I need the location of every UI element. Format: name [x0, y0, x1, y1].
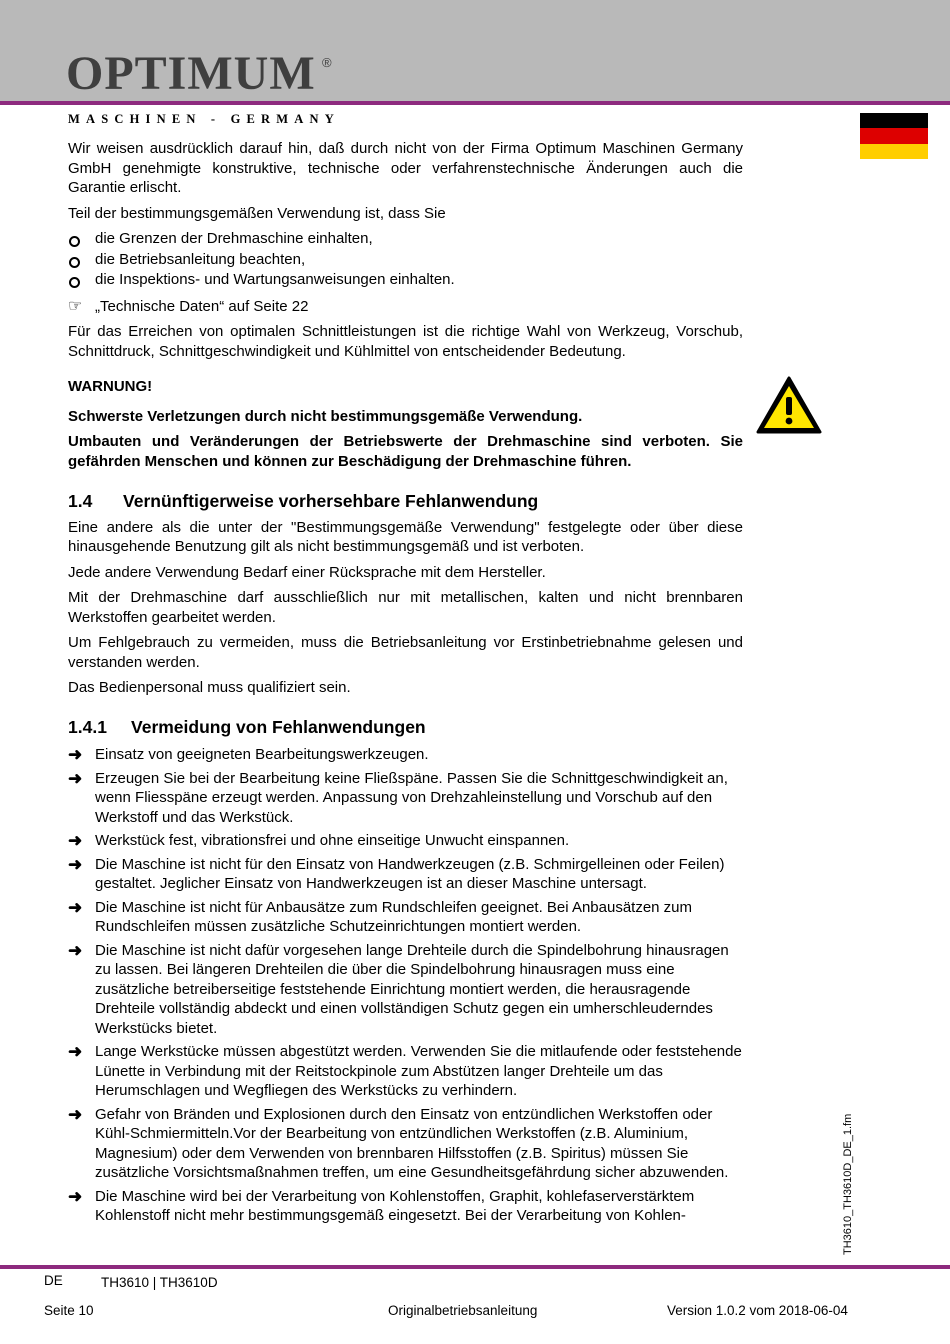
list-item: ➜ Werkstück fest, vibrationsfrei und ohne einseitige Unwucht einspannen.	[68, 831, 570, 850]
footer-document-title: Originalbetriebsanleitung	[388, 1303, 538, 1318]
cutting-performance-paragraph: Für das Erreichen von optimalen Schnittleistungen ist die richtige Wahl von Werkzeug, Vorschub, Schnittdruck, Schnittgeschwindigkeit und Kühlmittel von entscheidender Bedeutung.	[68, 323, 743, 360]
optimum-logo: OPTIMUM	[66, 47, 316, 100]
subsection-title: Vermeidung von Fehlanwendungen	[131, 716, 426, 737]
file-name-label: TH3610_TH3610D_DE_1.fm	[842, 1113, 854, 1255]
arrow-right-icon: ➜	[68, 745, 83, 764]
registered-mark: ®	[322, 55, 332, 70]
section-heading	[68, 492, 743, 512]
footer-rule	[0, 1265, 950, 1269]
arrow-right-icon: ➜	[68, 854, 83, 874]
arrow-right-icon: ➜	[68, 1186, 83, 1206]
arrow-right-icon: ➜	[68, 1042, 83, 1061]
logo-tagline: MASCHINEN - GERMANY	[68, 112, 340, 126]
cross-reference[interactable]	[68, 297, 743, 317]
header-rule	[0, 101, 950, 105]
footer-page-number: Seite 10	[44, 1303, 94, 1318]
misuse-prevention-list	[68, 745, 743, 1226]
footer-model: TH3610 | TH3610D	[101, 1275, 218, 1290]
subsection-heading	[68, 718, 743, 738]
section-title: Vernünftigerweise vorhersehbare Fehlanwendung	[123, 491, 539, 511]
warranty-paragraph: Wir weisen ausdrücklich darauf hin, daß durch nicht von der Firma Optimum Maschinen Germany GmbH genehmigte konstruktive, technische oder verfahrenstechnische Änderungen auch die Garantie erlischt.	[68, 140, 743, 196]
list-item: ➜ Gefahr von Bränden und Explosionen durch den Einsatz von entzündlichen Werkstoffen oder Kühl-Schmiermitteln.Vor der Bearbeitung von entzündlichen Werkstoffen (z.B. Aluminium, Magnesium) oder dem Verwenden von brennbaren Hilfsstoffen (z.B. Spiritus) müssen Sie zusätzliche Vorsichtsmaßnahmen treffen, um eine Gesundheitsgefährdung sicher abzuwenden.	[68, 1104, 729, 1181]
list-item: die Grenzen der Drehmaschine einhalten,	[68, 229, 743, 250]
list-item: ➜ Die Maschine ist nicht dafür vorgesehen lange Drehteile durch die Spindelbohrung hinausragen zu lassen. Bei längeren Drehteilen die über die Spindelbohrung hinausragen muss eine zusätzliche betreiberseitige feststehende Einrichtung montiert werden, die herausragende Drehteile vollständig abdeckt und einen vollständigen Schutz gegen ein umherschleuderndes Werkstücks bietet.	[68, 940, 729, 1037]
arrow-right-icon: ➜	[68, 897, 83, 917]
intended-use-intro: Teil der bestimmungsgemäßen Verwendung ist, dass Sie	[68, 204, 446, 222]
warning-line-2: Umbauten und Veränderungen der Betriebswerte der Drehmaschine sind verboten. Sie gefährden Menschen und können zur Beschädigung der Drehmaschine führen.	[68, 433, 743, 470]
intended-use-list	[68, 229, 743, 291]
arrow-right-icon: ➜	[68, 940, 83, 960]
list-item: ➜ Die Maschine wird bei der Verarbeitung von Kohlenstoffen, Graphit, kohlefaserverstärktem Kohlenstoff nicht mehr bestimmungsgemäß eingesetzt. Bei der Verarbeitung von Kohlen-	[68, 1186, 695, 1224]
list-item: ➜ Erzeugen Sie bei der Bearbeitung keine Fließspäne. Passen Sie die Schnittgeschwindigkeit an, wenn Fliesspäne erzeugt werden. Anpassung von Drehzahleinstellung und Vorschub auf den Werkstoff und das Werkstück.	[68, 768, 728, 826]
section-paragraph: Mit der Drehmaschine darf ausschließlich nur mit metallischen, kalten und nicht brennbaren Werkstoffen gearbeitet werden.	[68, 589, 743, 626]
section-paragraph: Eine andere als die unter der "Bestimmungsgemäße Verwendung" festgelegte oder über diese hinausgehende Benutzung gilt als nicht bestimmungsgemäß und ist verboten.	[68, 518, 743, 555]
list-item: die Inspektions- und Wartungsanweisungen einhalten.	[68, 270, 743, 291]
arrow-right-icon: ➜	[68, 768, 83, 788]
main-content	[68, 139, 743, 1230]
section-paragraph: Das Bedienpersonal muss qualifiziert sein.	[68, 679, 351, 696]
subsection-number: 1.4.1	[68, 716, 107, 737]
section-paragraph: Jede andere Verwendung Bedarf einer Rücksprache mit dem Hersteller.	[68, 563, 546, 581]
warning-line-1: Schwerste Verletzungen durch nicht bestimmungsgemäße Verwendung.	[68, 407, 583, 425]
footer-language: DE	[44, 1273, 63, 1288]
warning-triangle-icon	[755, 375, 823, 435]
pointing-hand-icon: ☞	[68, 297, 83, 315]
list-item: ➜ Einsatz von geeigneten Bearbeitungswerkzeugen.	[68, 745, 429, 764]
section-number: 1.4	[68, 491, 93, 511]
warning-title: WARNUNG!	[68, 378, 153, 395]
list-item: die Betriebsanleitung beachten,	[68, 250, 743, 271]
arrow-right-icon: ➜	[68, 1104, 83, 1124]
section-paragraph: Um Fehlgebrauch zu vermeiden, muss die Betriebsanleitung vor Erstinbetriebnahme gelesen und verstanden werden.	[68, 634, 743, 671]
list-item: ➜ Lange Werkstücke müssen abgestützt werden. Verwenden Sie die mitlaufende oder feststehende Lünette in Verbindung mit der Reitstockpinole zum Abstützen langer Drehteile um das Herumschlagen und Wegfliegen des Werkstücks zu verhindern.	[68, 1042, 742, 1099]
cross-reference-link[interactable]: „Technische Daten“ auf Seite 22	[95, 297, 309, 315]
arrow-right-icon: ➜	[68, 831, 83, 850]
footer-version: Version 1.0.2 vom 2018-06-04	[667, 1303, 848, 1318]
list-item: ➜ Die Maschine ist nicht für Anbausätze zum Rundschleifen geeignet. Bei Anbausätzen zum Rundschleifen müssen zusätzliche Schutzeinrichtungen montiert werden.	[68, 897, 693, 935]
german-flag-icon	[860, 113, 928, 159]
list-item: ➜ Die Maschine ist nicht für den Einsatz von Handwerkzeugen (z.B. Schmirgelleinen oder Feilen) gestaltet. Jeglicher Einsatz von Handwerkzeugen ist an dieser Maschine untersagt.	[68, 854, 725, 892]
